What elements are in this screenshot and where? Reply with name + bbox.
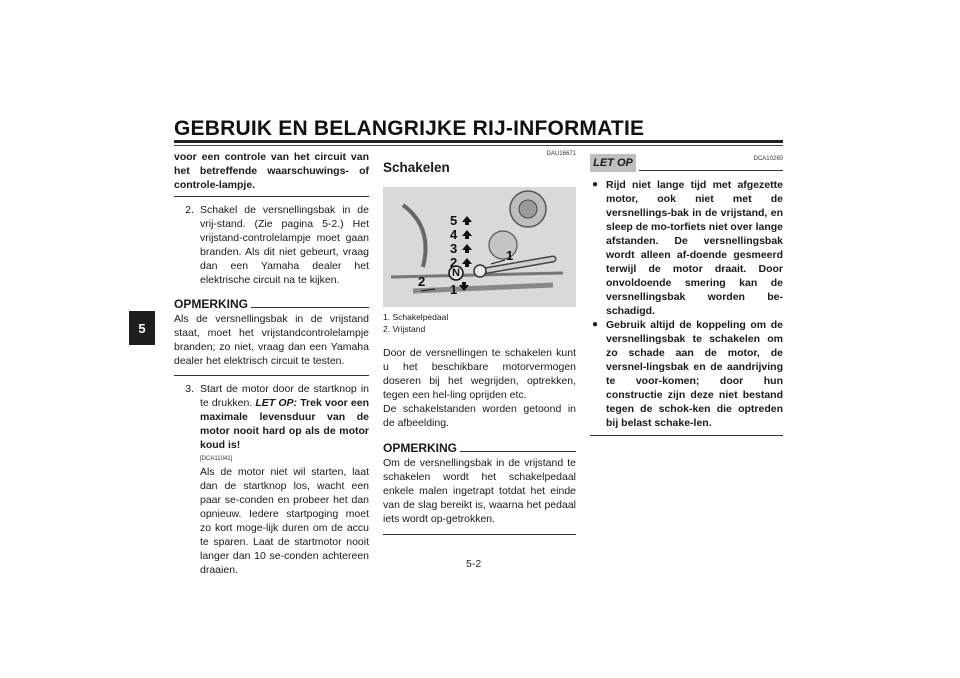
note-rule bbox=[460, 451, 576, 452]
caution-bullet bbox=[590, 178, 783, 318]
step-number: 2. bbox=[185, 204, 194, 216]
divider bbox=[383, 534, 576, 535]
gear-label: 4 bbox=[450, 227, 458, 242]
code-ref: DAU16671 bbox=[546, 151, 576, 157]
divider bbox=[174, 375, 369, 376]
intro-text: voor een controle van het circuit van het betreffende waarschuwings- of controle-lampje. bbox=[174, 151, 369, 191]
body-text: De schakelstanden worden getoond in de afbeelding. bbox=[383, 403, 576, 429]
note-label: OPMERKING bbox=[174, 297, 249, 311]
note-text: Als de versnellingsbak in de vrijstand staat, moet het vrijstandcontrolelampje branden; zo niet, vraag dan een Yamaha dealer het elektrisch circuit te testen. bbox=[174, 313, 369, 367]
note-heading bbox=[174, 297, 369, 311]
bullet-icon: ● bbox=[592, 179, 599, 190]
middle-column bbox=[383, 150, 576, 535]
left-column bbox=[174, 150, 369, 577]
header-rule-thin bbox=[174, 145, 783, 146]
gear-label-neutral: N bbox=[452, 267, 460, 279]
gear-label: 3 bbox=[450, 241, 458, 256]
callout-shift-pedal: 1 bbox=[506, 248, 514, 263]
callout-neutral: 2 bbox=[418, 274, 426, 289]
step-text: Schakel de versnellingsbak in de vrij-stand. (Zie pagina 5-2.) Het vrijstand-controlelampje moet gaan branden. Als dit niet gebeurt, vraag dan een Yamaha dealer het elektrische circuit na te kijken. bbox=[200, 204, 369, 286]
step-body bbox=[200, 382, 369, 577]
right-column bbox=[590, 150, 783, 436]
chapter-tab: 5 bbox=[129, 311, 155, 345]
caution-badge: LET OP bbox=[590, 154, 636, 172]
note-heading bbox=[383, 441, 576, 455]
gear-label: 5 bbox=[450, 213, 458, 228]
header-rule bbox=[174, 140, 783, 143]
caution-text: Rijd niet lange tijd met afgezette motor, ook niet met de versnellings-bak in de vrijstand, en sleep de mo-torfiets niet over lange afstanden. De versnellingsbak wordt alleen af-doende gesmeerd terwijl de motor draait. Door onvoldoende smering kan de versnellingsbak worden be-schadigd. bbox=[606, 179, 783, 317]
divider bbox=[174, 196, 369, 197]
note-label: OPMERKING bbox=[383, 441, 458, 455]
code-ref: DCA10260 bbox=[753, 156, 783, 162]
gear-label: 1 bbox=[450, 282, 458, 297]
note-text: Om de versnellingsbak in de vrijstand te schakelen wordt het schakelpedaal enkele malen ingetrapt totdat het einde van de slag bereikt is, waarna het pedaal iets wordt op-getrokken. bbox=[383, 457, 576, 525]
code-ref: [DCA11041] bbox=[200, 456, 233, 462]
shift-pedal-figure bbox=[383, 187, 576, 307]
legend-item: 1. Schakelpedaal bbox=[383, 312, 449, 322]
page-number: 5-2 bbox=[466, 558, 482, 570]
caution-bullet bbox=[590, 318, 783, 430]
page-header-title: GEBRUIK EN BELANGRIJKE RIJ-INFORMATIE bbox=[174, 117, 645, 140]
section-heading: Schakelen bbox=[383, 160, 450, 175]
gear-label: 2 bbox=[450, 255, 458, 270]
body-text: Door de versnellingen te schakelen kunt u het beschikbare motorvermogen doseren bij het wegrijden, optrekken, tegen een hel-ling oprijden etc. bbox=[383, 347, 576, 401]
figure-legend bbox=[383, 311, 576, 335]
caution-rule bbox=[639, 170, 783, 171]
step-text: Start de motor door de startknop in te drukken. bbox=[200, 383, 369, 409]
step-2 bbox=[174, 203, 369, 287]
caution-text: Gebruik altijd de koppeling om de versnellingsbak te schakelen om zo schade aan de motor, de versnel-lingsbak en de aandrijving te voor-komen; door hun constructie zijn deze niet bestand tegen de schok-ken die optreden bij belast schake-len. bbox=[606, 319, 783, 429]
note-rule bbox=[251, 307, 369, 308]
step-text-continued: Als de motor niet wil starten, laat dan de startknop los, wacht een paar se-conden en probeer het dan opnieuw. Iedere startpoging moet zo kort moge-lijk duren om de accu te sparen. Laat de startmotor nooit langer dan 10 se-conden achtereen draaien. bbox=[200, 466, 369, 576]
step-3 bbox=[174, 382, 369, 577]
shift-pedal-illustration bbox=[383, 187, 576, 307]
legend-item: 2. Vrijstand bbox=[383, 324, 426, 334]
warning-text: Trek voor een maximale levensduur van de motor nooit hard op als de motor koud is! bbox=[200, 397, 369, 451]
bullet-icon: ● bbox=[592, 319, 599, 330]
divider bbox=[590, 435, 783, 436]
step-number: 3. bbox=[185, 383, 194, 395]
let-op-label: LET OP: bbox=[255, 397, 298, 409]
